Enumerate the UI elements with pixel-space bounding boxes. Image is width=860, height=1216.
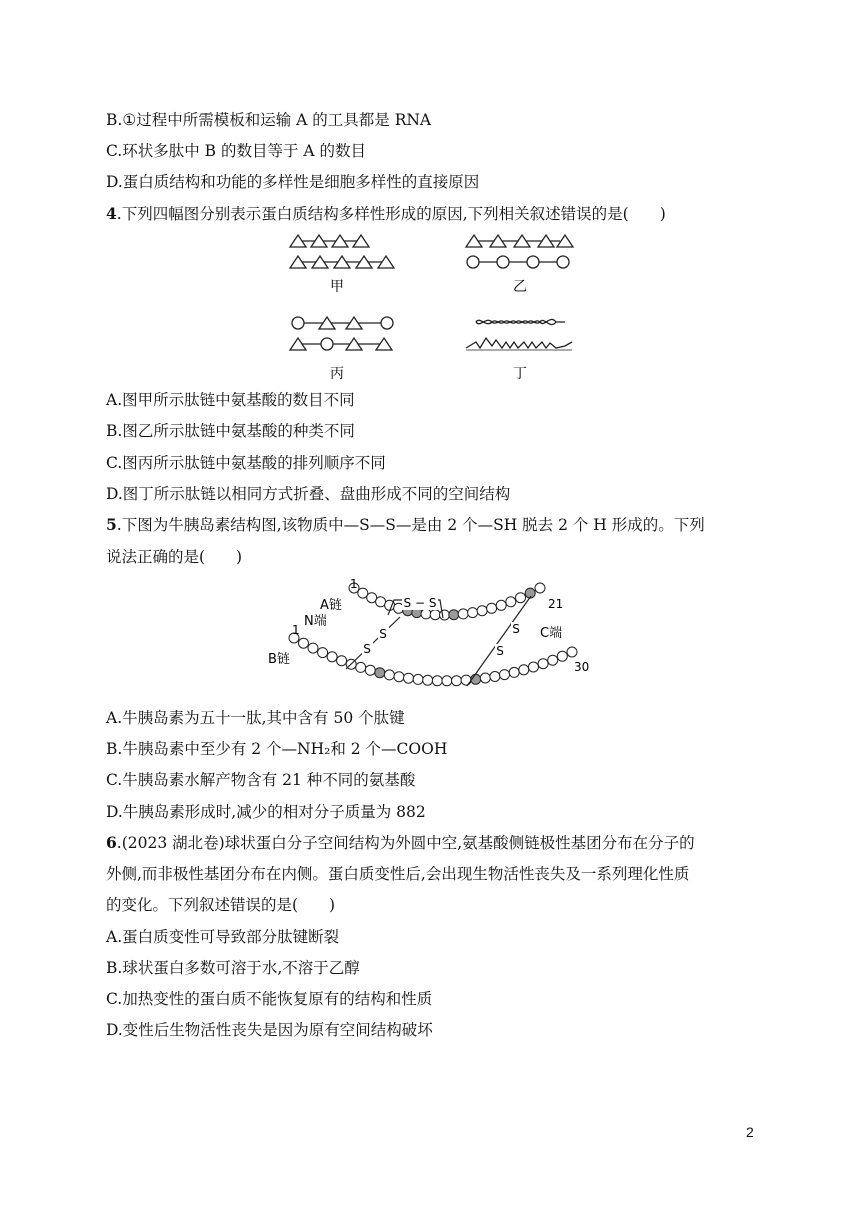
q4-option-a: A.图甲所示肽链中氨基酸的数目不同	[106, 391, 355, 409]
a-chain-label: A链	[320, 598, 342, 613]
a-chain-residue	[430, 610, 440, 620]
fig-yi-chain-2	[467, 256, 569, 268]
b-chain-residue	[528, 662, 538, 672]
fig-jia-chain-1	[290, 235, 369, 247]
s-label-4: S	[496, 644, 504, 658]
q4-option-c: C.图丙所示肽链中氨基酸的排列顺序不同	[106, 454, 386, 472]
b-chain-residue	[337, 656, 347, 666]
q3-option-d: D.蛋白质结构和功能的多样性是细胞多样性的直接原因	[106, 173, 480, 191]
q3-option-b: B.①过程中所需模板和运输 A 的工具都是 RNA	[106, 111, 432, 129]
q6-option-b: B.球状蛋白多数可溶于水,不溶于乙醇	[106, 959, 360, 977]
b-chain-residue	[557, 651, 567, 661]
q4-stem-text: .下列四幅图分别表示蛋白质结构多样性形成的原因,下列相关叙述错误的是( )	[116, 205, 666, 223]
b-chain-residue	[461, 675, 471, 685]
b-chain-residue	[548, 655, 558, 665]
b-chain-label: B链	[268, 652, 290, 667]
q5-stem-line-2: 说法正确的是( )	[106, 548, 243, 566]
b-chain-start-number: 1	[292, 623, 300, 637]
q6-option-d: D.变性后生物活性丧失是因为原有空间结构破坏	[106, 1021, 433, 1039]
b-chain-residue	[327, 652, 337, 662]
b-chain-residue	[490, 672, 500, 682]
b-chain-residue	[356, 662, 366, 672]
q4-figure	[280, 230, 590, 390]
fig-label-yi: 乙	[513, 279, 527, 295]
q6-option-a: A.蛋白质变性可导致部分肽键断裂	[106, 928, 340, 946]
a-chain-residue	[496, 600, 506, 610]
q4-option-d: D.图丁所示肽链以相同方式折叠、盘曲形成不同的空间结构	[106, 485, 511, 503]
page-number: 2	[746, 1124, 754, 1140]
c-end-label: C端	[540, 626, 563, 641]
a-chain-residue	[440, 610, 450, 620]
fig-label-ding: 丁	[513, 366, 527, 382]
s-label-1: S	[379, 627, 387, 641]
fig-bing-chain-2	[290, 338, 392, 350]
b-chain-residue	[318, 648, 328, 658]
b-chain-residue	[567, 647, 577, 657]
q4-stem	[106, 203, 666, 225]
q5-option-a: A.牛胰岛素为五十一肽,其中含有 50 个肽键	[106, 709, 405, 727]
fig-ding-chain-2	[466, 338, 572, 350]
b-chain-residue	[538, 659, 548, 669]
b-chain-residue	[452, 676, 462, 686]
a-chain-residue	[487, 603, 497, 613]
q6-option-c: C.加热变性的蛋白质不能恢复原有的结构和性质	[106, 990, 433, 1008]
a-chain-residue	[477, 606, 487, 616]
q5-option-c: C.牛胰岛素水解产物含有 21 种不同的氨基酸	[106, 771, 416, 789]
a-chain-residue	[358, 588, 368, 598]
b-chain-residue	[384, 670, 394, 680]
q5-stem-line-1	[106, 514, 705, 536]
a-chain-residue	[449, 610, 459, 620]
b-chain-residue	[442, 676, 452, 686]
fig-label-bing: 丙	[330, 366, 344, 382]
a-chain-residue	[468, 608, 478, 618]
ss-bond-label: S − S	[403, 596, 437, 610]
a-chain-residue	[421, 609, 431, 619]
b-chain-residue	[413, 674, 423, 684]
a-chain-residue	[535, 583, 545, 593]
q5-number: 5	[106, 515, 117, 534]
b-chain-residue	[404, 673, 414, 683]
fig-bing-chain-1	[292, 317, 393, 329]
q4-number: 4	[106, 204, 117, 223]
b-chain-end-number: 30	[574, 660, 590, 674]
b-chain-residue	[509, 667, 519, 677]
b-chain-residue	[480, 673, 490, 683]
fig-label-jia: 甲	[330, 279, 344, 295]
q6-stem-line-1	[106, 832, 695, 854]
fig-ding-chain-1	[476, 319, 565, 324]
fig-jia-chain-2	[290, 256, 394, 268]
a-chain-residue	[506, 597, 516, 607]
q5-stem-text-1: .下图为牛胰岛素结构图,该物质中—S—S—是由 2 个—SH 脱去 2 个 H 形成的。下列	[116, 516, 705, 534]
b-chain-residue	[394, 672, 404, 682]
fig-yi-chain-1	[466, 235, 573, 247]
q6-stem-line-2: 外侧,而非极性基团分布在内侧。蛋白质变性后,会出现生物活性丧失及一系列理化性质	[106, 865, 690, 883]
a-chain-start-number: 1	[350, 577, 358, 591]
q6-number: 6	[106, 833, 117, 852]
q4-option-b: B.图乙所示肽链中氨基酸的种类不同	[106, 422, 355, 440]
a-chain-end-number: 21	[548, 597, 564, 611]
s-label-3: S	[512, 622, 520, 636]
q6-stem-text-1: .(2023 湖北卷)球状蛋白分子空间结构为外圆中空,氨基酸侧链极性基团分布在分子的	[116, 834, 695, 852]
q5-option-d: D.牛胰岛素形成时,减少的相对分子质量为 882	[106, 803, 426, 821]
n-end-label: N端	[304, 614, 327, 629]
b-chain-residue	[432, 676, 442, 686]
b-chain-residue	[308, 643, 318, 653]
b-chain-residue	[299, 638, 309, 648]
q3-option-c: C.环状多肽中 B 的数目等于 A 的数目	[106, 142, 367, 160]
a-chain-residue	[458, 609, 468, 619]
s-label-2: S	[363, 642, 371, 656]
q5-option-b: B.牛胰岛素中至少有 2 个—NH₂和 2 个—COOH	[106, 740, 448, 758]
b-chain-residue	[365, 665, 375, 675]
a-chain-residue	[516, 593, 526, 603]
q6-stem-line-3: 的变化。下列叙述错误的是( )	[106, 896, 336, 914]
insulin-structure-figure	[262, 572, 602, 700]
b-chain-residue	[423, 675, 433, 685]
b-chain-residue	[519, 665, 529, 675]
b-chain-residue	[375, 668, 385, 678]
b-chain-residue	[500, 670, 510, 680]
